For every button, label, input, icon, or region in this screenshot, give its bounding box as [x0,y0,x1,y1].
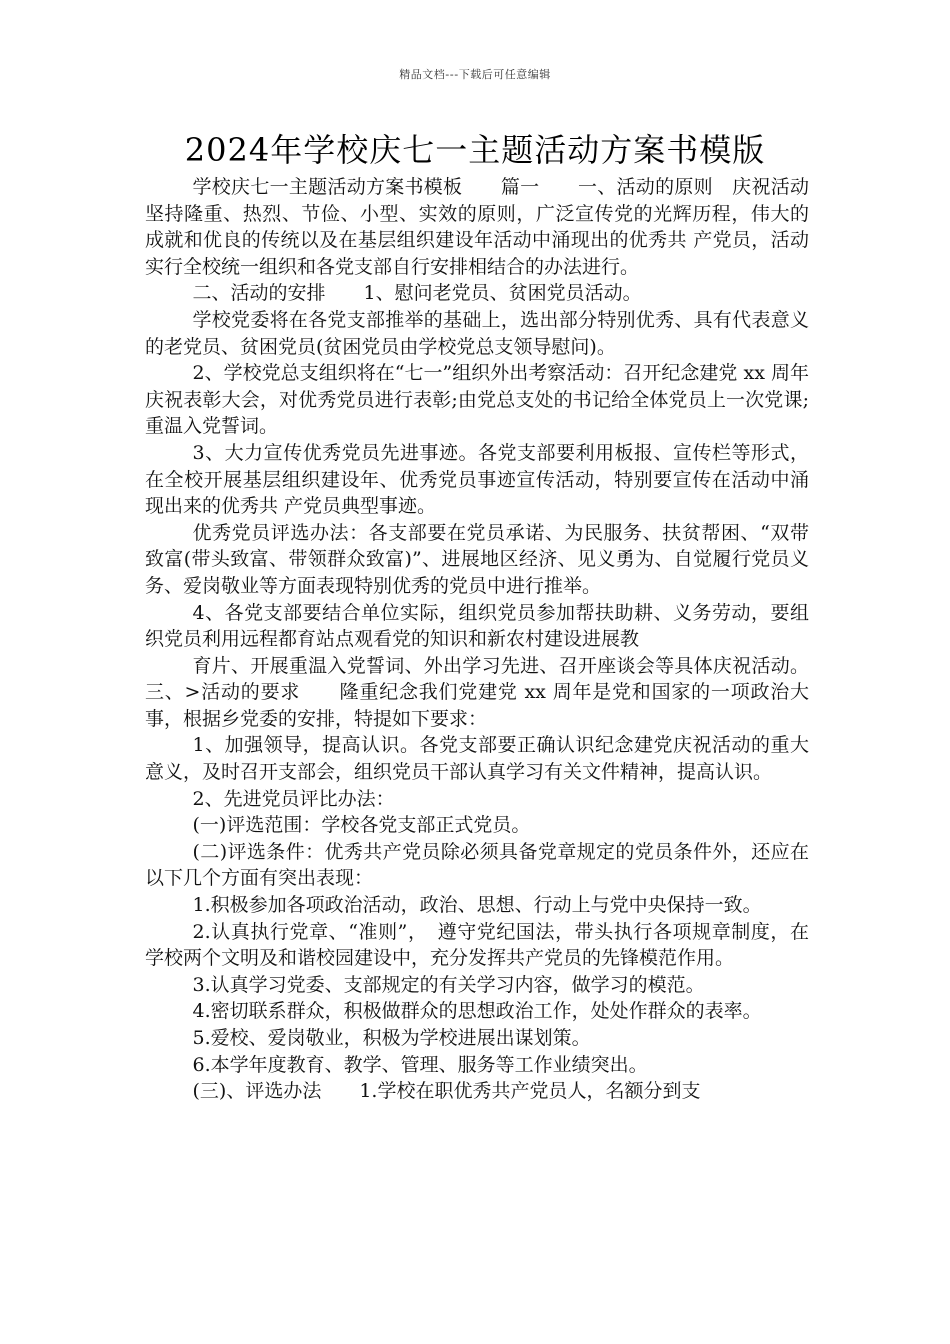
paragraph-11: (一)评选范围：学校各党支部正式党员。 [192,814,531,837]
paragraph-10: 2、先进党员评比办法： [192,787,395,810]
paragraph-1: 学校庆七一主题活动方案书模板 篇一 一、活动的原则 庆祝活动坚持隆重、热烈、节俭、小型、实效的原则，广泛宣传党的光辉历程，伟大的成就和优良的传统以及在基层组织建设年活动中涌现出的优秀共 产党员，活动实行全校统一组织和各党支部自行安排相结合的办法进行。 [145,176,809,278]
paragraph-17: 5.爱校、爱岗敬业，积极为学校进展出谋划策。 [192,1027,591,1049]
document-title: 2024年学校庆七一主题活动方案书模版 [184,131,766,169]
paragraph-19: (三)、评选办法 1.学校在职优秀共产党员人，名额分到支 [192,1080,701,1103]
paragraph-4: 2、学校党总支组织将在“七一”组织外出考察活动：召开纪念建党 xx 周年庆祝表彰大会，对优秀党员进行表彰;由党总支处的书记给全体党员上一次党课;重温入党誓词。 [145,362,809,438]
paragraph-3: 学校党委将在各党支部推举的基础上，选出部分特别优秀、具有代表意义的老党员、贫困党员(贫困党员由学校党总支领导慰问)。 [145,308,809,358]
paragraph-16: 4.密切联系群众，积极做群众的思想政治工作，处处作群众的表率。 [192,1000,762,1023]
paragraph-9: 1、加强领导，提高认识。各党支部要正确认识纪念建党庆祝活动的重大意义，及时召开支部会，组织党员干部认真学习有关文件精神，提高认识。 [145,734,809,784]
paragraph-6: 优秀党员评选办法：各支部要在党员承诺、为民服务、扶贫帮困、“双带致富(带头致富、带领群众致富)”、进展地区经济、见义勇为、自觉履行党员义务、爱岗敬业等方面表现特别优秀的党员中进行推举。 [145,521,809,597]
paragraph-5: 3、大力宣传优秀党员先进事迹。各党支部要利用板报、宣传栏等形式，在全校开展基层组织建设年、优秀党员事迹宣传活动，特别要宣传在活动中涌现出来的优秀共 产党员典型事迹。 [145,441,809,518]
paragraph-18: 6.本学年度教育、教学、管理、服务等工作业绩突出。 [192,1053,648,1076]
paragraph-12: (二)评选条件：优秀共产党员除必须具备党章规定的党员条件外，还应在以下几个方面有突出表现： [145,840,809,890]
header-note: 精品文档---下载后可任意编辑 [399,68,551,81]
paragraph-7: 4、各党支部要结合单位实际，组织党员参加帮扶助耕、义务劳动，要组织党员利用远程都育站点观看党的知识和新农村建设进展教 [145,601,809,651]
paragraph-2: 二、活动的安排 1、慰问老党员、贫困党员活动。 [192,282,642,305]
paragraph-8: 育片、开展重温入党誓词、外出学习先进、召开座谈会等具体庆祝活动。三、>活动的要求 隆重纪念我们党建党 xx 周年是党和国家的一项政治大事，根据乡党委的安排，特提如下要求： [145,654,809,730]
paragraph-15: 3.认真学习党委、支部规定的有关学习内容，做学习的模范。 [192,973,705,996]
document-body [145,174,809,1105]
paragraph-13: 1.积极参加各项政治活动，政治、思想、行动上与党中央保持一致。 [192,894,762,917]
paragraph-14: 2.认真执行党章、“准则”， 遵守党纪国法，带头执行各项规章制度，在学校两个文明及和谐校园建设中，充分发挥共产党员的先锋模范作用。 [145,920,809,970]
